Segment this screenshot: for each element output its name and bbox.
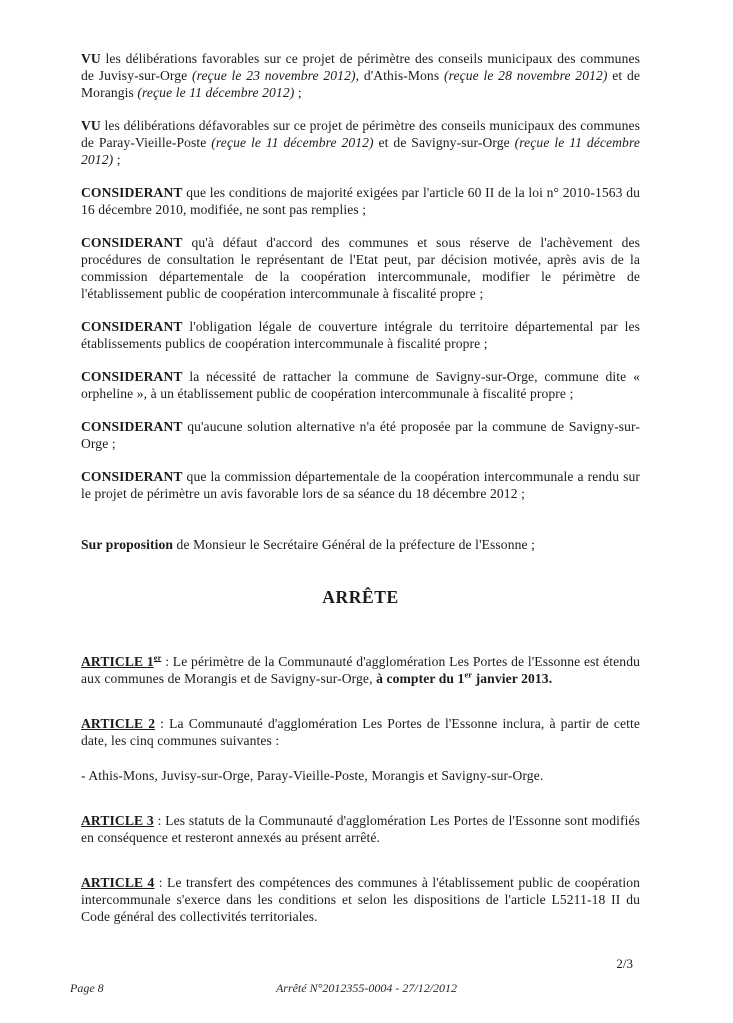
paragraph-article — [81, 715, 644, 749]
text-segment: à compter du 1 — [376, 671, 465, 686]
sheet-number: 2/3 — [616, 956, 633, 971]
text-segment: les délibérations défavorables sur ce projet de périmètre des conseils municipaux des communes de Paray-Vieille-Poste — [81, 118, 644, 150]
text-segment: CONSIDERANT — [81, 185, 183, 200]
text-segment: qu'aucune solution alternative n'a été proposée par la commune de Savigny-sur-Orge ; — [81, 419, 640, 451]
text-segment: (reçue le 23 novembre 2012) — [192, 68, 356, 83]
text-segment: : La Communauté d'agglomération Les Portes de l'Essonne inclura, à partir de cette date, les cinq communes suivantes : — [81, 716, 644, 748]
text-segment: que la commission départementale de la coopération intercommunale a rendu sur le projet de périmètre un avis favorable lors de sa séance du 18 décembre 2012 ; — [81, 469, 644, 501]
text-segment: ; — [294, 85, 302, 100]
text-segment: CONSIDERANT — [81, 235, 183, 250]
text-segment: CONSIDERANT — [81, 369, 183, 384]
paragraph-article — [81, 652, 644, 687]
paragraph-article — [81, 812, 644, 846]
text-segment: ARTICLE 1 — [81, 654, 154, 669]
text-segment: les délibérations favorables sur ce projet de périmètre des conseils municipaux des communes de Juvisy-sur-Orge — [81, 51, 644, 83]
text-segment: que les conditions de majorité exigées par l'article 60 II de la loi n° 2010-1563 du 16 décembre 2010, modifiée, ne sont pas remplies ; — [81, 185, 644, 217]
paragraph-proposition — [81, 536, 640, 553]
paragraph-vu — [81, 50, 644, 101]
text-segment: CONSIDERANT — [81, 469, 183, 484]
text-segment: (reçue le 28 novembre 2012) — [443, 68, 608, 83]
text-segment: - Athis-Mons, Juvisy-sur-Orge, Paray-Vieille-Poste, Morangis et Savigny-sur-Orge. — [81, 768, 544, 783]
paragraph-considerant — [81, 418, 640, 452]
text-segment: VU — [81, 51, 101, 66]
text-segment: Sur proposition — [81, 537, 174, 552]
text-segment: (reçue le 11 décembre 2012) — [81, 135, 644, 167]
text-segment: er — [464, 669, 473, 680]
paragraph-considerant — [81, 468, 644, 502]
text-segment: CONSIDERANT — [81, 319, 183, 334]
text-segment: ARTICLE 3 — [81, 813, 154, 828]
text-segment: et de Savigny-sur-Orge — [373, 135, 515, 150]
text-segment: (reçue le 11 décembre 2012) — [211, 135, 374, 150]
text-segment: l'obligation légale de couverture intégrale du territoire départemental par les établissements publics de coopération intercommunale à fiscalité propre ; — [81, 319, 644, 351]
text-segment: : Le périmètre de la Communauté d'agglomération Les Portes de l'Essonne est étendu aux communes de Morangis et de Savigny-sur-Orge, — [81, 654, 644, 686]
text-segment: (reçue le 11 décembre 2012) — [137, 85, 295, 100]
text-segment: ARTICLE 2 — [81, 716, 156, 731]
paragraph-considerant — [81, 234, 644, 302]
paragraph-list — [81, 767, 640, 784]
text-segment: ARRÊTE — [322, 587, 399, 607]
paragraph-considerant — [81, 184, 644, 218]
text-segment: , d'Athis-Mons — [355, 68, 444, 83]
text-segment: : Le transfert des compétences des communes à l'établissement public de coopération intercommunale s'exerce dans les conditions et selon les dispositions de l'article L5211-18 II du Code général des collectivités territoriales. — [81, 875, 644, 924]
text-segment: janvier 2013. — [472, 671, 553, 686]
paragraph-considerant — [81, 318, 644, 352]
paragraph-heading — [81, 587, 640, 607]
document-body — [81, 50, 644, 925]
paragraph-vu — [81, 117, 644, 168]
footer-decree-reference: Arrêté N°2012355-0004 - 27/12/2012 — [275, 981, 458, 995]
text-segment: la nécessité de rattacher la commune de Savigny-sur-Orge, commune dite « orpheline », à un établissement public de coopération intercommunale à fiscalité propre ; — [81, 369, 644, 401]
text-segment: er — [153, 652, 162, 663]
text-segment: : Les statuts de la Communauté d'agglomération Les Portes de l'Essonne sont modifiés en conséquence et resteront annexés au présent arrêté. — [81, 813, 644, 845]
text-segment: VU — [81, 118, 101, 133]
paragraph-article — [81, 874, 644, 925]
text-segment: qu'à défaut d'accord des communes et sous réserve de l'achèvement des procédures de consultation le représentant de l'Etat peut, par décision motivée, après avis de la commission départementale de la coopération intercommunale, modifier le périmètre de l'établissement public de coopération intercommunale à fiscalité propre ; — [81, 235, 644, 301]
text-segment: CONSIDERANT — [81, 419, 183, 434]
text-segment: et de Morangis — [81, 68, 644, 100]
paragraph-considerant — [81, 368, 644, 402]
text-segment: ARTICLE 4 — [81, 875, 155, 890]
footer-page-label: Page 8 — [70, 981, 104, 995]
text-segment: ; — [113, 152, 121, 167]
text-segment: de Monsieur le Secrétaire Général de la préfecture de l'Essonne ; — [173, 537, 535, 552]
